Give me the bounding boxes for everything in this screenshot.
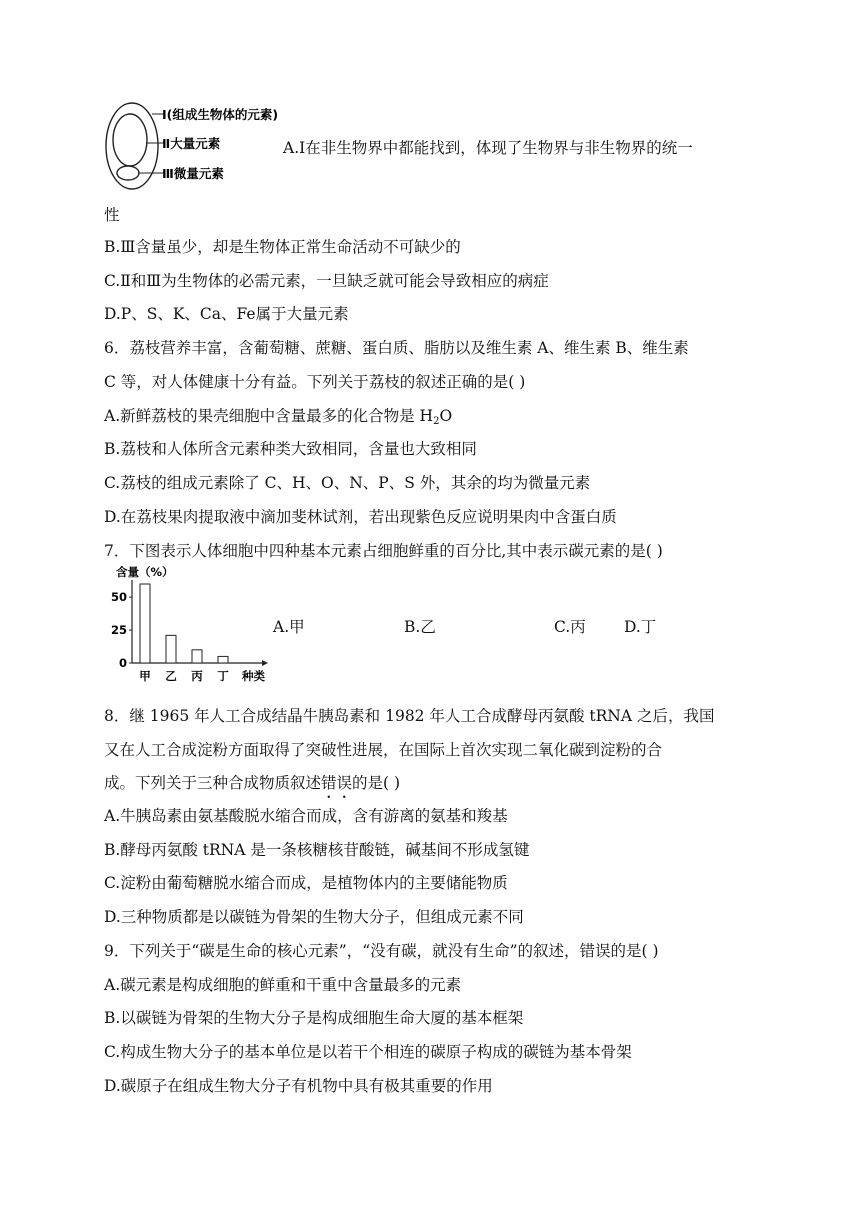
q6-option-b: B.荔枝和人体所含元素种类大致相同，含量也大致相同 — [104, 440, 477, 458]
q7-option-a: A.甲 — [273, 618, 305, 636]
q5-option-a: A.Ⅰ在非生物界中都能找到，体现了生物界与非生物界的统一 — [283, 139, 693, 157]
q7-option-c: C.丙 — [554, 618, 586, 636]
y-tick-label: 0 — [118, 656, 127, 670]
q6-option-c: C.荔枝的组成元素除了 C、H、O、N、P、S 外，其余的均为微量元素 — [104, 474, 591, 492]
bar-甲 — [140, 584, 150, 663]
q8-stem-line3-pre: 成。下列关于三种合成物质叙述 — [104, 774, 322, 792]
q6-option-a-text: A.新鲜荔枝的果壳细胞中含量最多的化合物是 H — [104, 407, 434, 425]
x-axis-arrow — [262, 660, 268, 666]
q6-stem-line2: C 等，对人体健康十分有益。下列关于荔枝的叙述正确的是( ) — [104, 373, 526, 391]
q6-option-a-sub: 2 — [433, 416, 440, 427]
q9-option-d: D.碳原子在组成生物大分子有机物中具有极其重要的作用 — [104, 1077, 493, 1095]
q8-option-d: D.三种物质都是以碳链为骨架的生物大分子，但组成元素不同 — [104, 908, 524, 926]
element-venn-figure — [104, 100, 282, 192]
y-axis-label: 含量（%） — [116, 565, 174, 579]
y-tick-label: 25 — [110, 623, 127, 638]
bar-乙 — [166, 635, 176, 663]
q9-option-a: A.碳元素是构成细胞的鲜重和干重中含量最多的元素 — [104, 976, 462, 994]
q9-option-b: B.以碳链为骨架的生物大分子是构成细胞生命大厦的基本框架 — [104, 1009, 524, 1027]
q8-stem-line2: 又在人工合成淀粉方面取得了突破性进展，在国际上首次实现二氧化碳到淀粉的合 — [104, 741, 663, 759]
y-tick-label: 50 — [110, 590, 127, 605]
label-I: Ⅰ(组成生物体的元素) — [162, 107, 279, 122]
category-label: 甲 — [139, 669, 151, 683]
q9-stem: 9．下列关于“碳是生命的核心元素”，“没有碳，就没有生命”的叙述，错误的是( ) — [104, 942, 659, 960]
category-label: 丙 — [191, 669, 203, 683]
q9-option-c: C.构成生物大分子的基本单位是以若干个相连的碳原子构成的碳链为基本骨架 — [104, 1043, 632, 1061]
bar-丙 — [192, 650, 202, 663]
category-label: 丁 — [217, 669, 229, 683]
q6-option-a — [104, 406, 452, 432]
q5-option-c: C.Ⅱ和Ⅲ为生物体的必需元素，一旦缺乏就可能会导致相应的病症 — [104, 272, 549, 290]
q8-option-c: C.淀粉由葡萄糖脱水缩合而成，是植物体内的主要储能物质 — [104, 874, 508, 892]
q8-stem-line3 — [104, 773, 400, 793]
q6-stem-line1: 6．荔枝营养丰富，含葡萄糖、蔗糖、蛋白质、脂肪以及维生素 A、维生素 B、维生素 — [104, 339, 689, 357]
q5-option-b: B.Ⅲ含量虽少，却是生物体正常生命活动不可缺少的 — [104, 238, 461, 256]
q8-option-a: A.牛胰岛素由氨基酸脱水缩合而成，含有游离的氨基和羧基 — [104, 807, 508, 825]
q8-emphasis-2: 误 — [336, 774, 353, 792]
q7-option-d: D.丁 — [624, 618, 657, 636]
label-II: Ⅱ大量元素 — [162, 136, 221, 151]
q7-stem: 7．下图表示人体细胞中四种基本元素占细胞鲜重的百分比,其中表示碳元素的是( ) — [104, 542, 663, 560]
bar-丁 — [218, 656, 228, 663]
q8-stem-line3-post: 的是( ) — [352, 774, 401, 792]
q8-option-b: B.酵母丙氨酸 tRNA 是一条核糖核苷酸链，碱基间不形成氢键 — [104, 841, 530, 859]
q5-option-d: D.P、S、K、Ca、Fe属于大量元素 — [104, 305, 349, 323]
q6-option-a-post: O — [439, 407, 453, 425]
x-axis-label: 种类 — [242, 669, 265, 683]
bar-chart — [104, 562, 272, 686]
category-label: 乙 — [165, 669, 177, 683]
q6-option-d: D.在荔枝果肉提取液中滴加斐林试剂，若出现紫色反应说明果肉中含蛋白质 — [104, 508, 617, 526]
q8-emphasis-1: 错 — [321, 774, 337, 792]
label-III: Ⅲ微量元素 — [162, 166, 224, 181]
q7-option-b: B.乙 — [404, 618, 436, 636]
q8-stem-line1: 8．继 1965 年人工合成结晶牛胰岛素和 1982 年人工合成酵母丙氨酸 tRNA 之后，我国 — [104, 707, 715, 725]
q5-option-a-cont: 性 — [104, 206, 120, 224]
